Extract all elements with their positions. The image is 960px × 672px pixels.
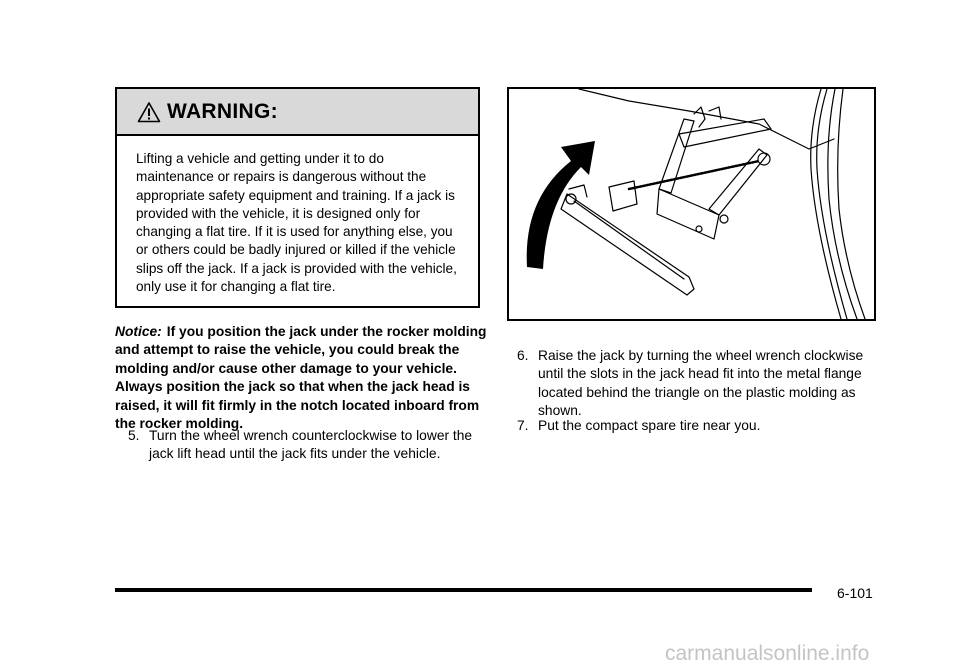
warning-triangle-icon xyxy=(137,101,161,123)
footer-rule xyxy=(115,588,812,592)
rocker-molding xyxy=(579,89,834,149)
wheel-wrench xyxy=(561,194,694,295)
notice-paragraph xyxy=(115,323,487,433)
step-number: 6. xyxy=(517,348,529,363)
clockwise-arrow-icon xyxy=(527,141,595,269)
warning-header xyxy=(117,89,478,136)
step-text: Raise the jack by turning the wheel wrench clockwise until the slots in the jack head fit into the metal flange located behind the triangle on the plastic molding as shown. xyxy=(538,348,864,419)
warning-box xyxy=(115,87,480,308)
warning-body: Lifting a vehicle and getting under it to do maintenance or repairs is dangerous without the appropriate safety equipment and training. If a jack is provided with the vehicle, it is designed only for changing a flat tire. If it is used for anything else, you or others could be badly injured or killed if the vehicle slips off the jack. If a jack is provided with the vehicle, only use it for changing a flat tire. xyxy=(136,151,457,295)
watermark-link[interactable]: carmanualsonline.info xyxy=(665,642,870,665)
warning-title: WARNING: xyxy=(167,99,278,123)
jack-screw xyxy=(629,161,759,189)
step-number: 5. xyxy=(128,428,140,443)
notice-label: Notice: xyxy=(115,324,162,339)
wheel-tire xyxy=(811,89,841,319)
jack-base xyxy=(657,189,719,239)
page-number: 6-101 xyxy=(837,585,873,601)
step-text: Turn the wheel wrench counterclockwise to lower the jack lift head until the jack fits under the vehicle. xyxy=(149,428,473,462)
step-text: Put the compact spare tire near you. xyxy=(538,418,761,433)
step-7 xyxy=(517,417,877,435)
step-5 xyxy=(128,427,478,464)
jack-illustration xyxy=(507,87,876,321)
step-number: 7. xyxy=(517,418,529,433)
step-6 xyxy=(517,347,877,421)
notice-text: If you position the jack under the rocker molding and attempt to raise the vehicle, you could break the molding and/or cause other damage to your vehicle. Always position the jack so that when the jack head is raised, it will fit firmly in the notch located inboard from the rocker molding. xyxy=(115,324,487,432)
